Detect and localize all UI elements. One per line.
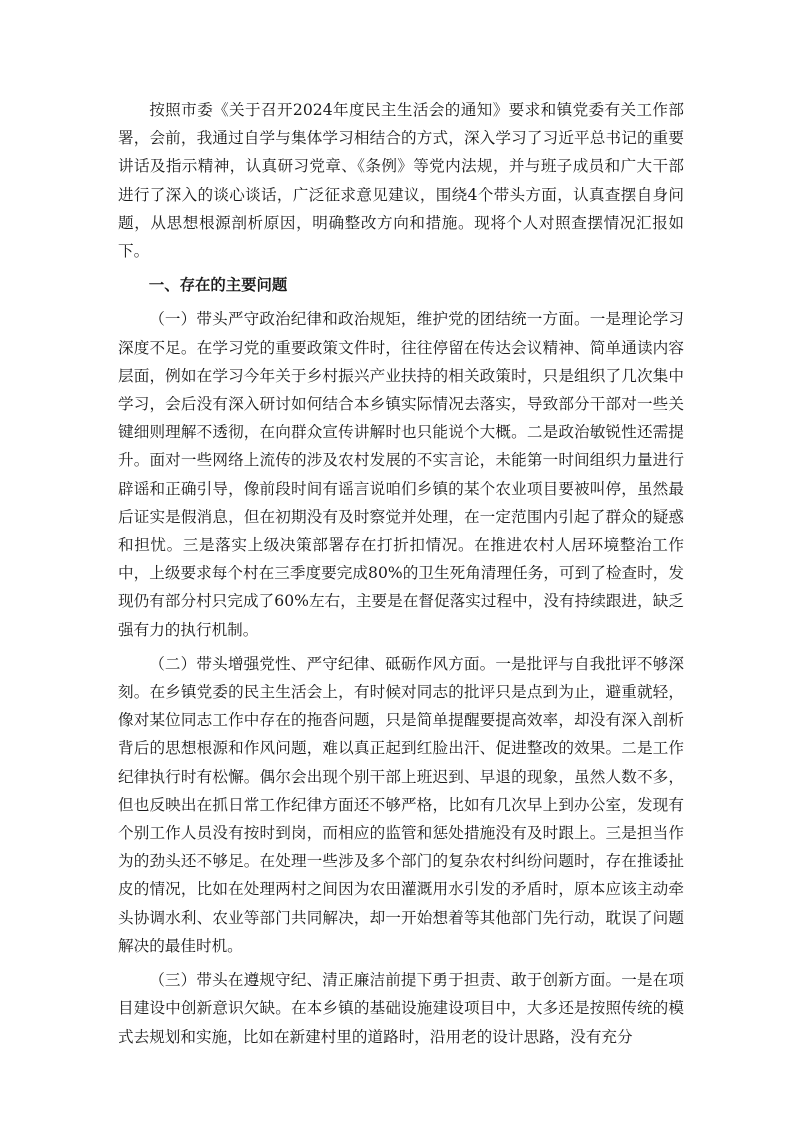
document-page bbox=[118, 96, 684, 1057]
intro-paragraph: 按照市委《关于召开2024年度民主生活会的通知》要求和镇党委有关工作部署，会前，我通过自学与集体学习相结合的方式，深入学习了习近平总书记的重要讲话及指示精神，认真研习党章、《条例》等党内法规，并与班子成员和广大干部进行了深入的谈心谈话，广泛征求意见建议，围绕4个带头方面，认真查摆自身问题，从思想根源剖析原因，明确整改方向和措施。现将个人对照查摆情况汇报如下。 bbox=[118, 101, 684, 261]
problem-item-2-paragraph: （二）带头增强党性、严守纪律、砥砺作风方面。一是批评与自我批评不够深刻。在乡镇党委的民主生活会上，有时候对同志的批评只是点到为止，避重就轻，像对某位同志工作中存在的拖沓问题，只是简单提醒要提高效率，却没有深入剖析背后的思想根源和作风问题，难以真正起到红脸出汗、促进整改的效果。二是工作纪律执行时有松懈。偶尔会出现个别干部上班迟到、早退的现象，虽然人数不多，但也反映出在抓日常工作纪律方面还不够严格，比如有几次早上到办公室，发现有个别工作人员没有按时到岗，而相应的监管和惩处措施没有及时跟上。三是担当作为的劲头还不够足。在处理一些涉及多个部门的复杂农村纠纷问题时，存在推诿扯皮的情况，比如在处理两村之间因为农田灌溉用水引发的矛盾时，原本应该主动牵头协调水利、农业等部门共同解决，却一开始想着等其他部门先行动，耽误了问题解决的最佳时机。 bbox=[118, 654, 684, 955]
problem-item-1-paragraph: （一）带头严守政治纪律和政治规矩，维护党的团结统一方面。一是理论学习深度不足。在学习党的重要政策文件时，往往停留在传达会议精神、简单通读内容层面，例如在学习今年关于乡村振兴产业扶持的相关政策时，只是组织了几次集中学习，会后没有深入研讨如何结合本乡镇实际情况去落实，导致部分干部对一些关键细则理解不透彻，在向群众宣传讲解时也只能说个大概。二是政治敏锐性还需提升。面对一些网络上流传的涉及农村发展的不实言论，未能第一时间组织力量进行辟谣和正确引导，像前段时间有谣言说咱们乡镇的某个农业项目要被叫停，虽然最后证实是假消息，但在初期没有及时察觉并处理，在一定范围内引起了群众的疑惑和担忧。三是落实上级决策部署存在打折扣情况。在推进农村人居环境整治工作中，上级要求每个村在三季度要完成80%的卫生死角清理任务，可到了检查时，发现仍有部分村只完成了60%左右，主要是在督促落实过程中，没有持续跟进，缺乏强有力的执行机制。 bbox=[118, 310, 684, 639]
problem-item-3-paragraph: （三）带头在遵规守纪、清正廉洁前提下勇于担责、敢于创新方面。一是在项目建设中创新意识欠缺。在本乡镇的基础设施建设项目中，大多还是按照传统的模式去规划和实施，比如在新建村里的道路时，沿用老的设计思路，没有充分 bbox=[118, 971, 684, 1046]
section-heading-main-problems: 一、存在的主要问题 bbox=[148, 276, 288, 295]
